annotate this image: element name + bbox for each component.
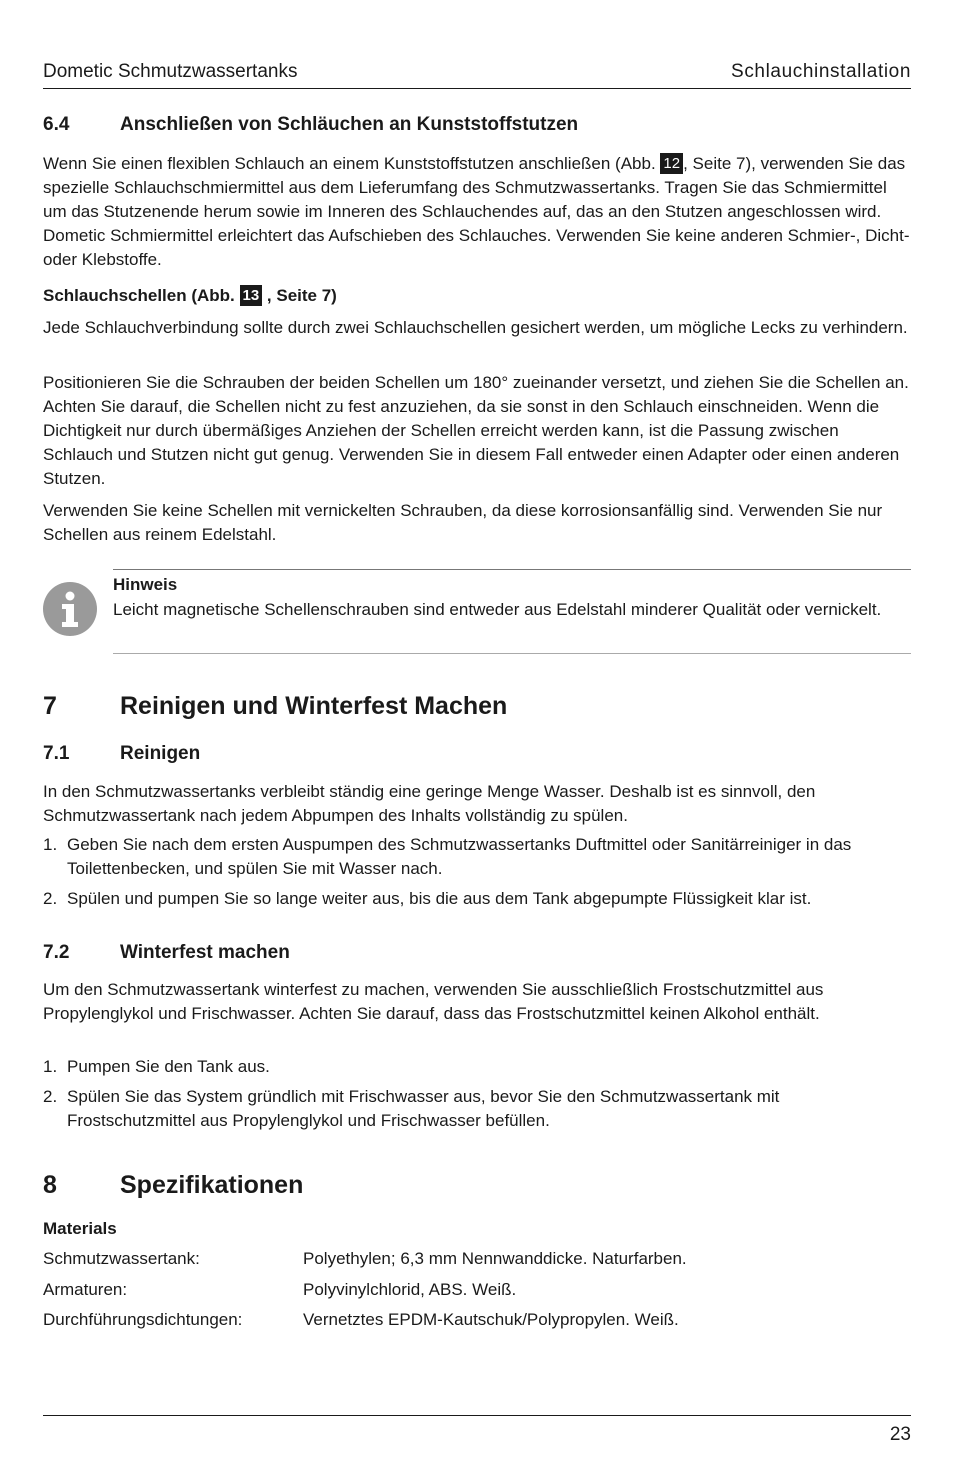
chapter-8-heading — [43, 1171, 911, 1200]
note-title: Hinweis — [113, 575, 178, 594]
note-box — [113, 569, 911, 654]
section-title: Reinigen — [120, 743, 201, 764]
text-run: , Seite 7), verwenden Sie das spezielle Schlauchschmiermittel aus dem Lieferumfang des Schmutzwassertanks. Tragen Sie das Schmiermittel um das Stutzenende herum sowie im Inneren des Schlauchendes auf, das an den Stutzen angeschlossen wird. Dometic Schmiermittel erleichtert das Aufschieben des Schlauches. Verwenden Sie keine anderen Schmier-, Dicht- oder Klebstoffe. — [43, 154, 910, 269]
list-item-text: Pumpen Sie den Tank aus. — [67, 1057, 270, 1076]
text-run: Wenn Sie einen flexiblen Schlauch an einem Kunststoffstutzen anschließen (Abb. — [43, 154, 661, 173]
spec-value: Vernetztes EPDM-Kautschuk/Polypropylen. Weiß. — [303, 1310, 679, 1329]
spec-key: Durchführungsdichtungen: — [43, 1310, 243, 1329]
section-7-1-paragraph: In den Schmutzwassertanks verbleibt ständig eine geringe Menge Wasser. Deshalb ist es sinnvoll, den Schmutzwassertank nach jedem Abpumpen des Inhalts vollständig zu spülen. — [43, 782, 816, 825]
section-number: 6.4 — [43, 114, 70, 135]
chapter-number: 8 — [43, 1171, 57, 1199]
section-6-4-paragraph-3: Positionieren Sie die Schrauben der beiden Schellen um 180° zueinander versetzt, und ziehen Sie die Schellen an. Achten Sie darauf, die Schellen nicht zu fest anzuziehen, da sie sonst in den Schlauch einschneiden. Wenn die Dichtigkeit nur durch übermäßiges Anziehen der Schellen erreicht werden kann, ist die Passung zwischen Schlauch und Stutzen nicht gut genug. Verwenden Sie in diesem Fall entweder einen Adapter oder einen anderen Stutzen. — [43, 373, 909, 488]
section-7-2-paragraph: Um den Schmutzwassertank winterfest zu machen, verwenden Sie ausschließlich Frostschutzmittel aus Propylenglykol und Frischwasser. Achten Sie darauf, dass das Frostschutzmittel keinen Alkohol enthält. — [43, 980, 824, 1023]
page-header — [43, 60, 911, 89]
header-chapter: Schlauchinstallation — [731, 61, 911, 82]
list-item — [43, 1055, 911, 1079]
spec-value: Polyvinylchlorid, ABS. Weiß. — [303, 1280, 517, 1299]
figure-ref-badge: 12 — [660, 153, 683, 174]
section-7-1-heading — [43, 743, 911, 765]
list-item-text: Spülen Sie das System gründlich mit Frischwasser aus, bevor Sie den Schmutzwassertank mit Frostschutzmittel aus Propylenglykol und Frischwasser befüllen. — [67, 1087, 780, 1130]
chapter-number: 7 — [43, 692, 57, 720]
list-item-text: Spülen und pumpen Sie so lange weiter aus, bis die aus dem Tank abgepumpte Flüssigkeit klar ist. — [67, 889, 812, 908]
list-item-number: 1. — [43, 1057, 58, 1076]
section-6-4-paragraph-1 — [43, 152, 911, 272]
list-item-number: 2. — [43, 889, 58, 908]
chapter-title: Spezifikationen — [120, 1171, 304, 1199]
list-item — [43, 1085, 911, 1133]
winterizing-steps-list — [43, 1055, 911, 1133]
chapter-7-heading — [43, 692, 911, 721]
note-text: Leicht magnetische Schellenschrauben sind entweder aus Edelstahl minderer Qualität oder vernickelt. — [113, 600, 882, 619]
cleaning-steps-list — [43, 833, 911, 911]
list-item-number: 1. — [43, 835, 58, 854]
section-7-2-heading — [43, 942, 911, 964]
spec-value: Polyethylen; 6,3 mm Nennwanddicke. Naturfarben. — [303, 1249, 687, 1268]
spec-key: Schmutzwassertank: — [43, 1249, 200, 1268]
page-footer — [43, 1415, 911, 1445]
list-item-text: Geben Sie nach dem ersten Auspumpen des Schmutzwassertanks Duftmittel oder Sanitärreiniger in das Toilettenbecken, und spülen Sie mit Wasser nach. — [67, 835, 852, 878]
list-item — [43, 833, 911, 881]
chapter-title: Reinigen und Winterfest Machen — [120, 692, 508, 720]
list-item — [43, 887, 911, 911]
text-run: Schlauchschellen (Abb. — [43, 286, 240, 305]
section-6-4-paragraph-2: Jede Schlauchverbindung sollte durch zwei Schlauchschellen gesichert werden, um mögliche Lecks zu verhindern. — [43, 318, 908, 337]
info-icon — [43, 582, 97, 636]
hose-clamps-subheading — [43, 285, 911, 306]
list-item-number: 2. — [43, 1087, 58, 1106]
section-title: Anschließen von Schläuchen an Kunststoffstutzen — [120, 114, 579, 135]
figure-ref-badge: 13 — [240, 285, 263, 306]
spec-key: Armaturen: — [43, 1280, 128, 1299]
section-6-4-paragraph-4: Verwenden Sie keine Schellen mit vernickelten Schrauben, da diese korrosionsanfällig sind. Verwenden Sie nur Schellen aus reinem Edelstahl. — [43, 501, 883, 544]
header-brand: Dometic Schmutzwassertanks — [43, 61, 298, 82]
text-run: , Seite 7) — [262, 286, 337, 305]
section-number: 7.1 — [43, 743, 70, 764]
section-number: 7.2 — [43, 942, 70, 963]
materials-subheading: Materials — [43, 1219, 117, 1238]
page-number: 23 — [889, 1424, 911, 1445]
section-6-4-heading — [43, 114, 911, 136]
section-title: Winterfest machen — [120, 942, 290, 963]
